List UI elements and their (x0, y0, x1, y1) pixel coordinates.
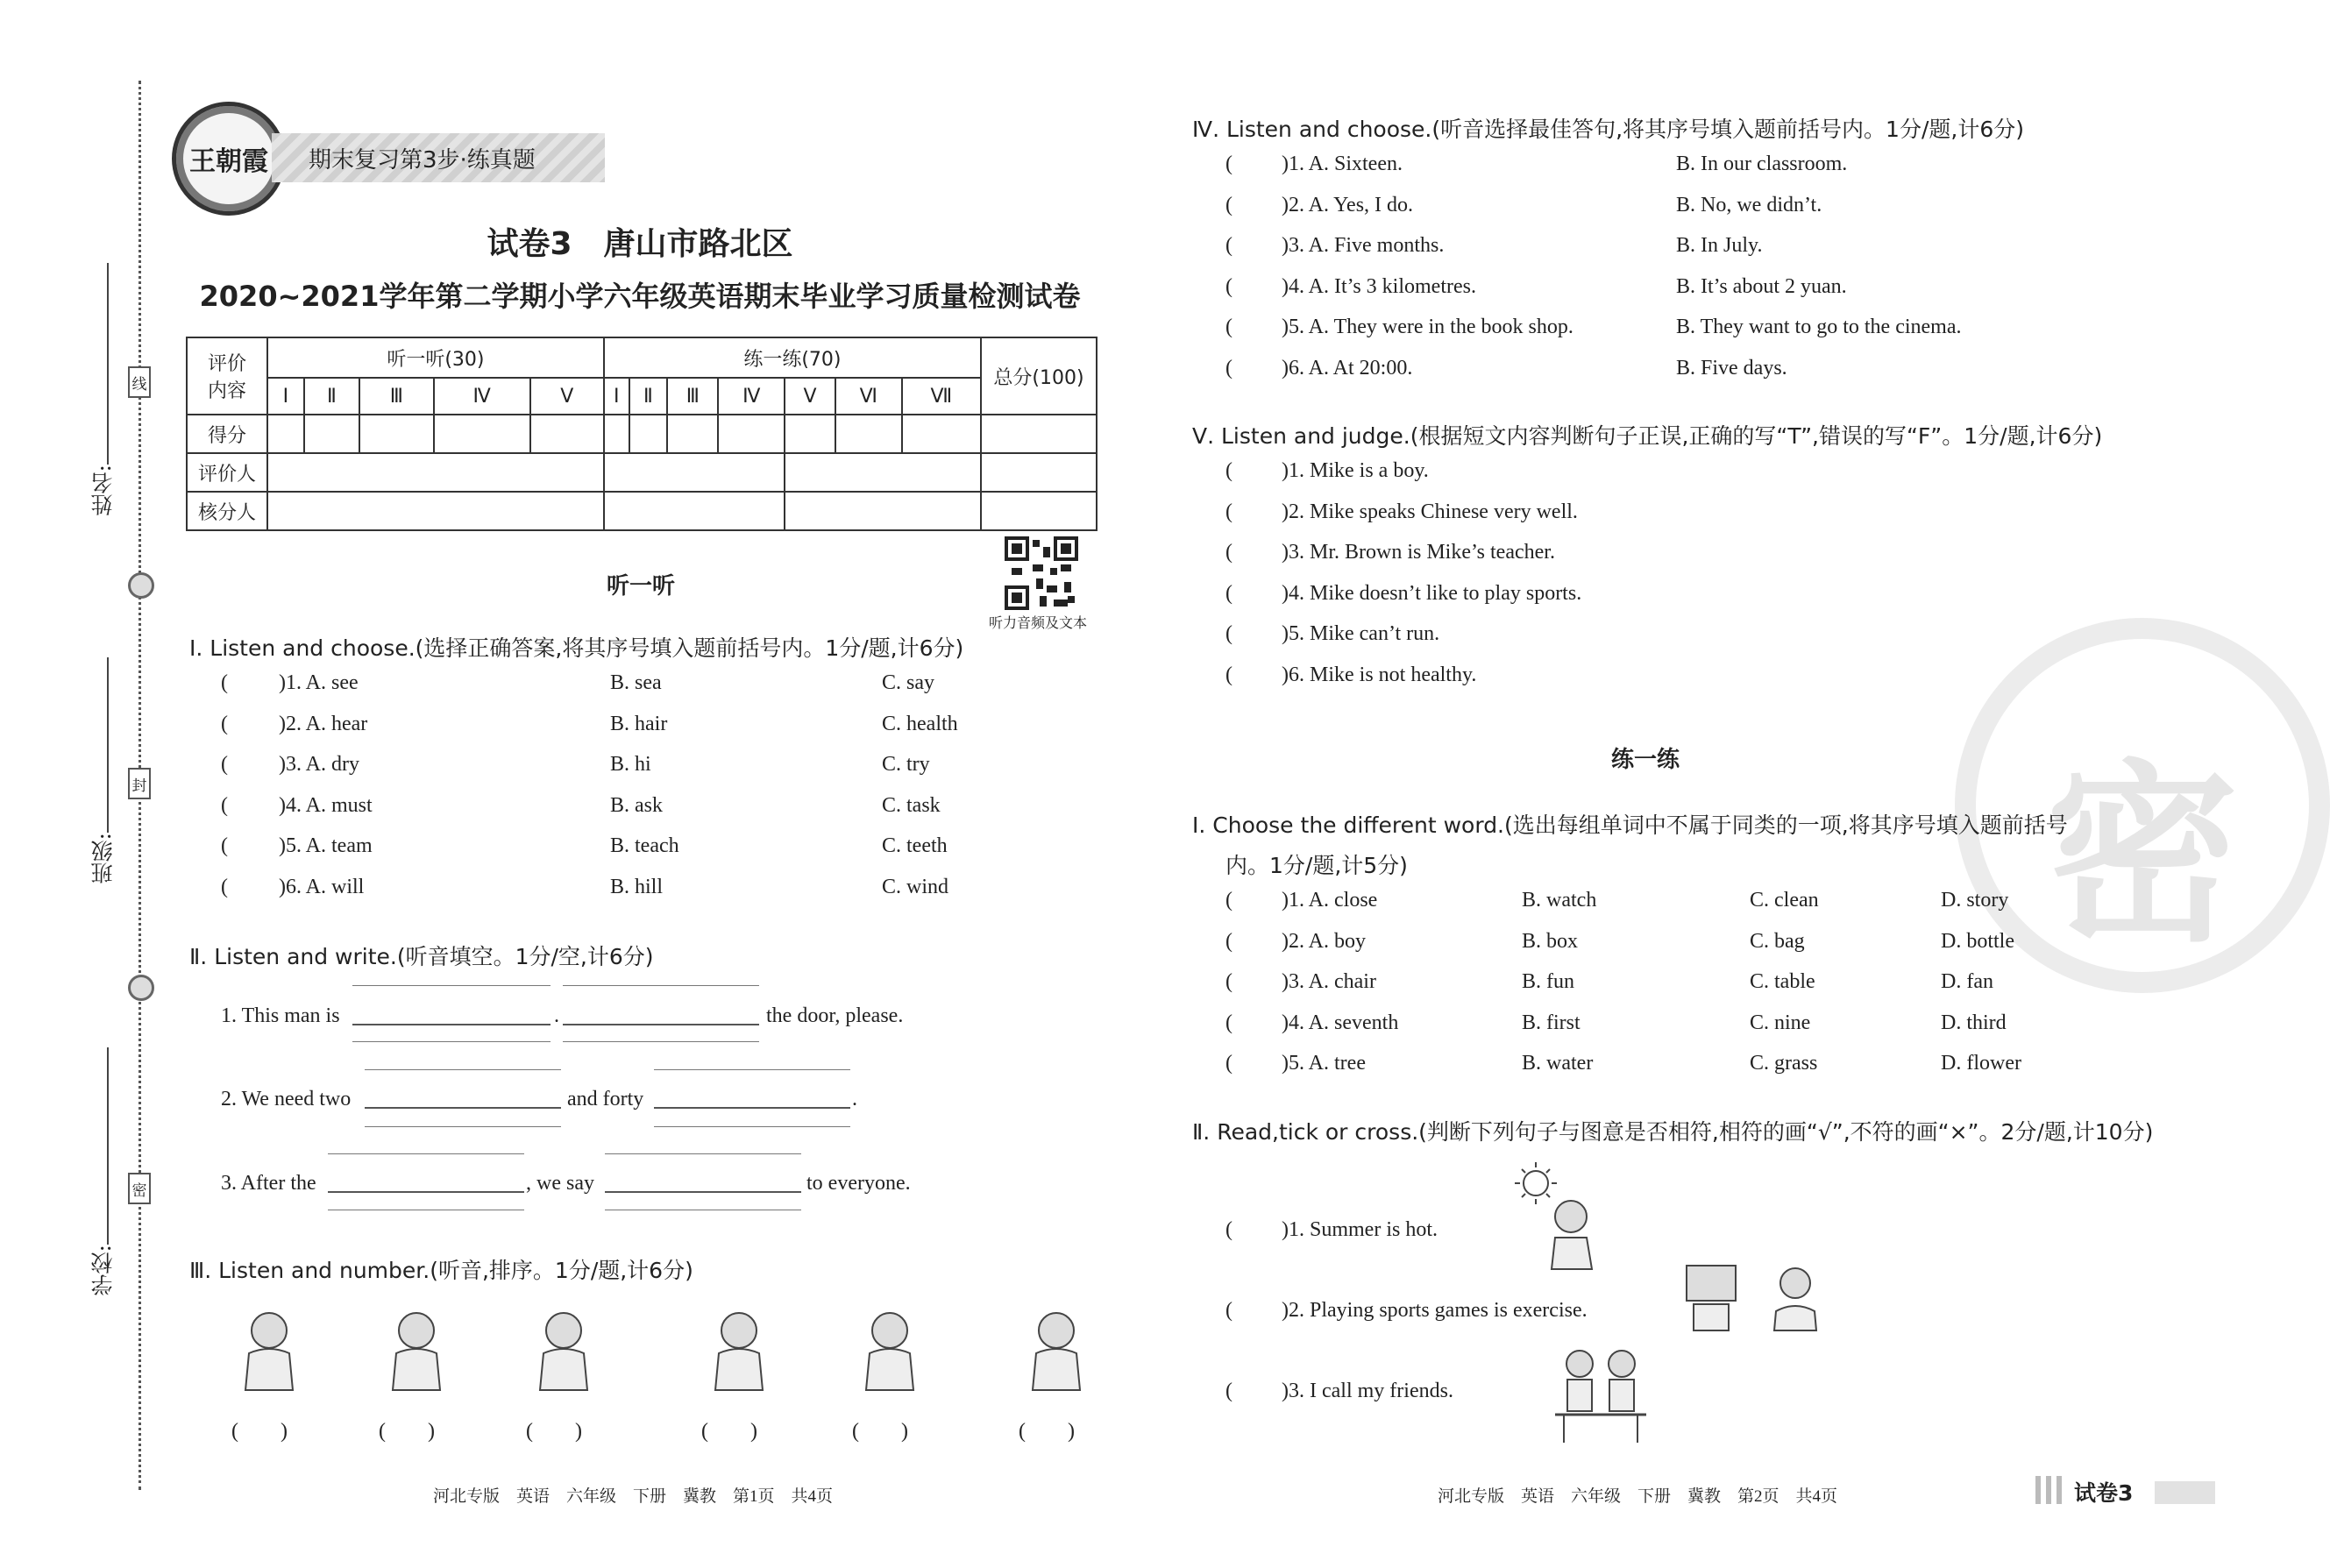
row-checker: 核分人 (187, 492, 267, 530)
s2-q3-b: , we say (526, 1172, 594, 1195)
s2-blank[interactable] (654, 1107, 850, 1109)
listen-heading: 听一听 (607, 573, 676, 600)
number-paren[interactable]: ( ) (526, 1420, 582, 1443)
s2-q3-a: 3. After the (221, 1172, 316, 1195)
s1-option-b: B. hi (610, 753, 651, 776)
binding-hole-1 (128, 572, 154, 599)
s4-option-a: )2. A. Yes, I do. (1282, 193, 1414, 216)
answer-paren[interactable]: ( (1225, 234, 1232, 257)
s5-title: Ⅴ. Listen and judge.(根据短文内容判断句子正误,正确的写“T”,错误的写“F”。1分/题,计6分) (1192, 423, 2103, 449)
footer-right: 河北专版 英语 六年级 下册 冀教 第2页 共4页 (1438, 1487, 1838, 1506)
s1-option-a: )2. A. hear (279, 712, 368, 735)
col-header: Ⅳ (718, 378, 785, 415)
school-label: 学校: (90, 1245, 116, 1296)
p2-statement: )3. I call my friends. (1282, 1380, 1453, 1402)
col-header: Ⅴ (785, 378, 835, 415)
s4-option-a: )4. A. It’s 3 kilometres. (1282, 274, 1476, 298)
number-paren[interactable]: ( ) (379, 1420, 435, 1443)
guide-line (328, 1153, 524, 1154)
p1-option-b: B. water (1522, 1052, 1594, 1075)
p1-option-a: )4. A. seventh (1282, 1011, 1399, 1034)
s4-option-a: )6. A. At 20:00. (1282, 356, 1413, 380)
s1-option-a: )6. A. will (279, 875, 365, 898)
answer-paren[interactable]: ( (1225, 193, 1232, 216)
s1-option-b: B. ask (610, 793, 663, 817)
p1-option-c: C. clean (1750, 889, 1819, 912)
number-paren[interactable]: ( ) (231, 1420, 288, 1443)
answer-paren[interactable]: ( (1225, 1011, 1232, 1034)
col-header: Ⅲ (667, 378, 718, 415)
answer-paren[interactable]: ( (1225, 663, 1232, 686)
s1-option-a: )1. A. see (279, 671, 359, 694)
s5-statement: )6. Mike is not healthy. (1282, 663, 1477, 686)
guide-line (365, 1069, 561, 1070)
col-header: Ⅱ (304, 378, 359, 415)
answer-paren[interactable]: ( (1225, 970, 1232, 993)
brand-logo: 王朝霞 (172, 102, 286, 216)
s1-option-b: B. sea (610, 671, 662, 694)
answer-paren[interactable]: ( (1225, 274, 1232, 298)
s2-q1-b: . (554, 1004, 559, 1027)
friends-picture (1552, 1341, 1650, 1446)
s2-q2-b: and forty (567, 1088, 644, 1110)
answer-paren[interactable]: ( (1225, 929, 1232, 953)
class-line (107, 657, 109, 833)
listen-number-picture-1 (230, 1306, 309, 1394)
qr-caption: 听力音频及文本 (989, 616, 1088, 631)
p2-statement: )1. Summer is hot. (1282, 1218, 1438, 1241)
name-label: 姓名: (90, 465, 116, 516)
s1-option-a: )5. A. team (279, 834, 373, 857)
s2-blank[interactable] (605, 1191, 801, 1193)
s2-title: Ⅱ. Listen and write.(听音填空。1分/空,计6分) (189, 944, 654, 969)
review-badge: 期末复习第3步·练真题 (272, 133, 605, 182)
answer-paren[interactable]: ( (1225, 622, 1232, 645)
s2-q2-a: 2. We need two (221, 1088, 352, 1110)
s5-statement: )3. Mr. Brown is Mike’s teacher. (1282, 541, 1555, 564)
p1-option-c: C. bag (1750, 929, 1805, 953)
s1-option-a: )4. A. must (279, 793, 373, 817)
s4-option-a: )3. A. Five months. (1282, 234, 1445, 257)
col-header: Ⅱ (629, 378, 668, 415)
p1-option-b: B. box (1522, 929, 1579, 953)
s2-blank[interactable] (352, 1024, 551, 1025)
s1-option-c: C. try (882, 753, 930, 776)
p1-option-a: )5. A. tree (1282, 1052, 1366, 1075)
p1-option-b: B. watch (1522, 889, 1597, 912)
footer-left: 河北专版 英语 六年级 下册 冀教 第1页 共4页 (433, 1487, 834, 1506)
col-header: Ⅰ (604, 378, 629, 415)
row-score: 得分 (187, 415, 267, 453)
answer-paren[interactable]: ( (1225, 541, 1232, 564)
s1-option-b: B. hill (610, 875, 664, 898)
answer-paren[interactable]: ( (1225, 1380, 1232, 1402)
p1-option-d: D. story (1941, 889, 2009, 912)
listen-number-picture-6 (1017, 1306, 1096, 1394)
class-label: 班级: (90, 833, 116, 884)
answer-paren[interactable]: ( (221, 875, 228, 898)
footer-tag: 试卷3 (2074, 1480, 2134, 1506)
s1-option-c: C. health (882, 712, 958, 735)
guide-line (654, 1069, 850, 1070)
s5-statement: )5. Mike can’t run. (1282, 622, 1440, 645)
p1-option-a: )3. A. chair (1282, 970, 1376, 993)
answer-paren[interactable]: ( (1225, 356, 1232, 380)
listen-number-picture-4 (700, 1306, 778, 1394)
p1-option-c: C. grass (1750, 1052, 1818, 1075)
s5-statement: )4. Mike doesn’t like to play sports. (1282, 581, 1582, 605)
s4-option-b: B. It’s about 2 yuan. (1676, 274, 1847, 298)
s4-option-b: B. They want to go to the cinema. (1676, 316, 1962, 338)
watermark-stamp: 密 (1955, 618, 2330, 993)
answer-paren[interactable]: ( (221, 793, 228, 817)
guide-line (365, 1126, 561, 1127)
p1-option-d: D. flower (1941, 1052, 2021, 1075)
s4-option-a: )1. A. Sixteen. (1282, 153, 1403, 175)
s2-q1-c: the door, please. (766, 1004, 904, 1027)
footer-tag-bar (2155, 1481, 2215, 1504)
listen-header: 听一听(30) (267, 337, 604, 378)
listen-number-picture-2 (377, 1306, 456, 1394)
s4-option-b: B. Five days. (1676, 356, 1787, 380)
qr-code (1005, 536, 1078, 610)
s5-statement: )1. Mike is a boy. (1282, 459, 1429, 482)
p1-title-1: Ⅰ. Choose the different word.(选出每组单词中不属于同类的一项,将其序号填入题前括号 (1192, 812, 2068, 838)
footer-tag-pattern (2035, 1476, 2064, 1504)
p1-title-2: 内。1分/题,计5分) (1225, 853, 1408, 878)
p2-title: Ⅱ. Read,tick or cross.(判断下列句子与图意是否相符,相符的画“√”,不符的画“×”。2分/题,计10分) (1192, 1119, 2154, 1145)
s2-blank[interactable] (365, 1107, 561, 1109)
s1-title: Ⅰ. Listen and choose.(选择正确答案,将其序号填入题前括号内。1分/题,计6分) (189, 635, 964, 661)
guide-line (352, 1041, 551, 1042)
s4-option-b: B. In July. (1676, 234, 1763, 257)
answer-paren[interactable]: ( (1225, 1299, 1232, 1322)
number-paren[interactable]: ( ) (701, 1420, 757, 1443)
guide-line (352, 985, 551, 986)
answer-paren[interactable]: ( (1225, 1218, 1232, 1241)
s3-title: Ⅲ. Listen and number.(听音,排序。1分/题,计6分) (189, 1258, 693, 1283)
guide-line (654, 1126, 850, 1127)
s4-option-a: )5. A. They were in the book shop. (1282, 316, 1573, 338)
total-header: 总分(100) (981, 337, 1097, 415)
row-grader: 评价人 (187, 453, 267, 492)
p1-option-b: B. fun (1522, 970, 1574, 993)
guide-line (563, 1041, 759, 1042)
seal-box-3: 密 (128, 1173, 151, 1204)
answer-paren[interactable]: ( (221, 834, 228, 857)
number-paren[interactable]: ( ) (852, 1420, 908, 1443)
answer-paren[interactable]: ( (1225, 889, 1232, 912)
answer-paren[interactable]: ( (221, 753, 228, 776)
p1-option-c: C. nine (1750, 1011, 1811, 1034)
p1-option-a: )1. A. close (1282, 889, 1378, 912)
s2-blank[interactable] (328, 1191, 524, 1193)
paper-title: 试卷3 唐山市路北区 (487, 226, 793, 262)
p2-statement: )2. Playing sports games is exercise. (1282, 1299, 1588, 1322)
answer-paren[interactable]: ( (221, 671, 228, 694)
col-header: Ⅶ (902, 378, 981, 415)
sun-boy-picture (1510, 1159, 1606, 1273)
s4-option-b: B. In our classroom. (1676, 153, 1848, 175)
answer-paren[interactable]: ( (1225, 459, 1232, 482)
s1-option-b: B. teach (610, 834, 679, 857)
s5-statement: )2. Mike speaks Chinese very well. (1282, 500, 1578, 523)
school-line (107, 1047, 109, 1245)
eval-header: 评价 内容 (187, 337, 267, 415)
p1-option-c: C. table (1750, 970, 1815, 993)
seal-box-2: 封 (128, 768, 151, 799)
listen-number-picture-5 (850, 1306, 929, 1394)
score-table (186, 337, 1098, 531)
s2-q1-a: 1. This man is (221, 1004, 340, 1027)
s4-option-b: B. No, we didn’t. (1676, 193, 1822, 216)
p1-option-d: D. third (1941, 1011, 2007, 1034)
col-header: Ⅳ (434, 378, 530, 415)
s1-option-c: C. task (882, 793, 941, 817)
p1-option-a: )2. A. boy (1282, 929, 1366, 953)
s1-option-c: C. say (882, 671, 934, 694)
s2-q2-c: . (852, 1088, 857, 1110)
col-header: Ⅰ (267, 378, 304, 415)
listen-number-picture-3 (524, 1306, 603, 1394)
paper-subtitle: 2020~2021学年第二学期小学六年级英语期末毕业学习质量检测试卷 (199, 280, 1081, 313)
s1-option-a: )3. A. dry (279, 753, 359, 776)
p1-option-b: B. first (1522, 1011, 1581, 1034)
s2-blank[interactable] (563, 1024, 759, 1025)
answer-paren[interactable]: ( (1225, 581, 1232, 605)
s1-option-b: B. hair (610, 712, 668, 735)
seal-box-1: 线 (128, 366, 151, 398)
answer-paren[interactable]: ( (1225, 1052, 1232, 1075)
col-header: Ⅲ (359, 378, 434, 415)
s1-option-c: C. wind (882, 875, 949, 898)
guide-line (605, 1153, 801, 1154)
answer-paren[interactable]: ( (1225, 500, 1232, 523)
col-header: Ⅴ (530, 378, 604, 415)
p1-option-d: D. bottle (1941, 929, 2014, 953)
tv-sports-picture (1683, 1259, 1832, 1339)
guide-line (563, 985, 759, 986)
col-header: Ⅵ (835, 378, 902, 415)
answer-paren[interactable]: ( (1225, 153, 1232, 175)
answer-paren[interactable]: ( (1225, 316, 1232, 338)
practice-header: 练一练(70) (604, 337, 981, 378)
s1-option-c: C. teeth (882, 834, 948, 857)
s4-title: Ⅳ. Listen and choose.(听音选择最佳答句,将其序号填入题前括号内。1分/题,计6分) (1192, 117, 2024, 142)
answer-paren[interactable]: ( (221, 712, 228, 735)
binding-hole-2 (128, 975, 154, 1001)
number-paren[interactable]: ( ) (1019, 1420, 1075, 1443)
s2-q3-c: to everyone. (806, 1172, 911, 1195)
p1-option-d: D. fan (1941, 970, 1993, 993)
practice-heading: 练一练 (1611, 747, 1680, 773)
